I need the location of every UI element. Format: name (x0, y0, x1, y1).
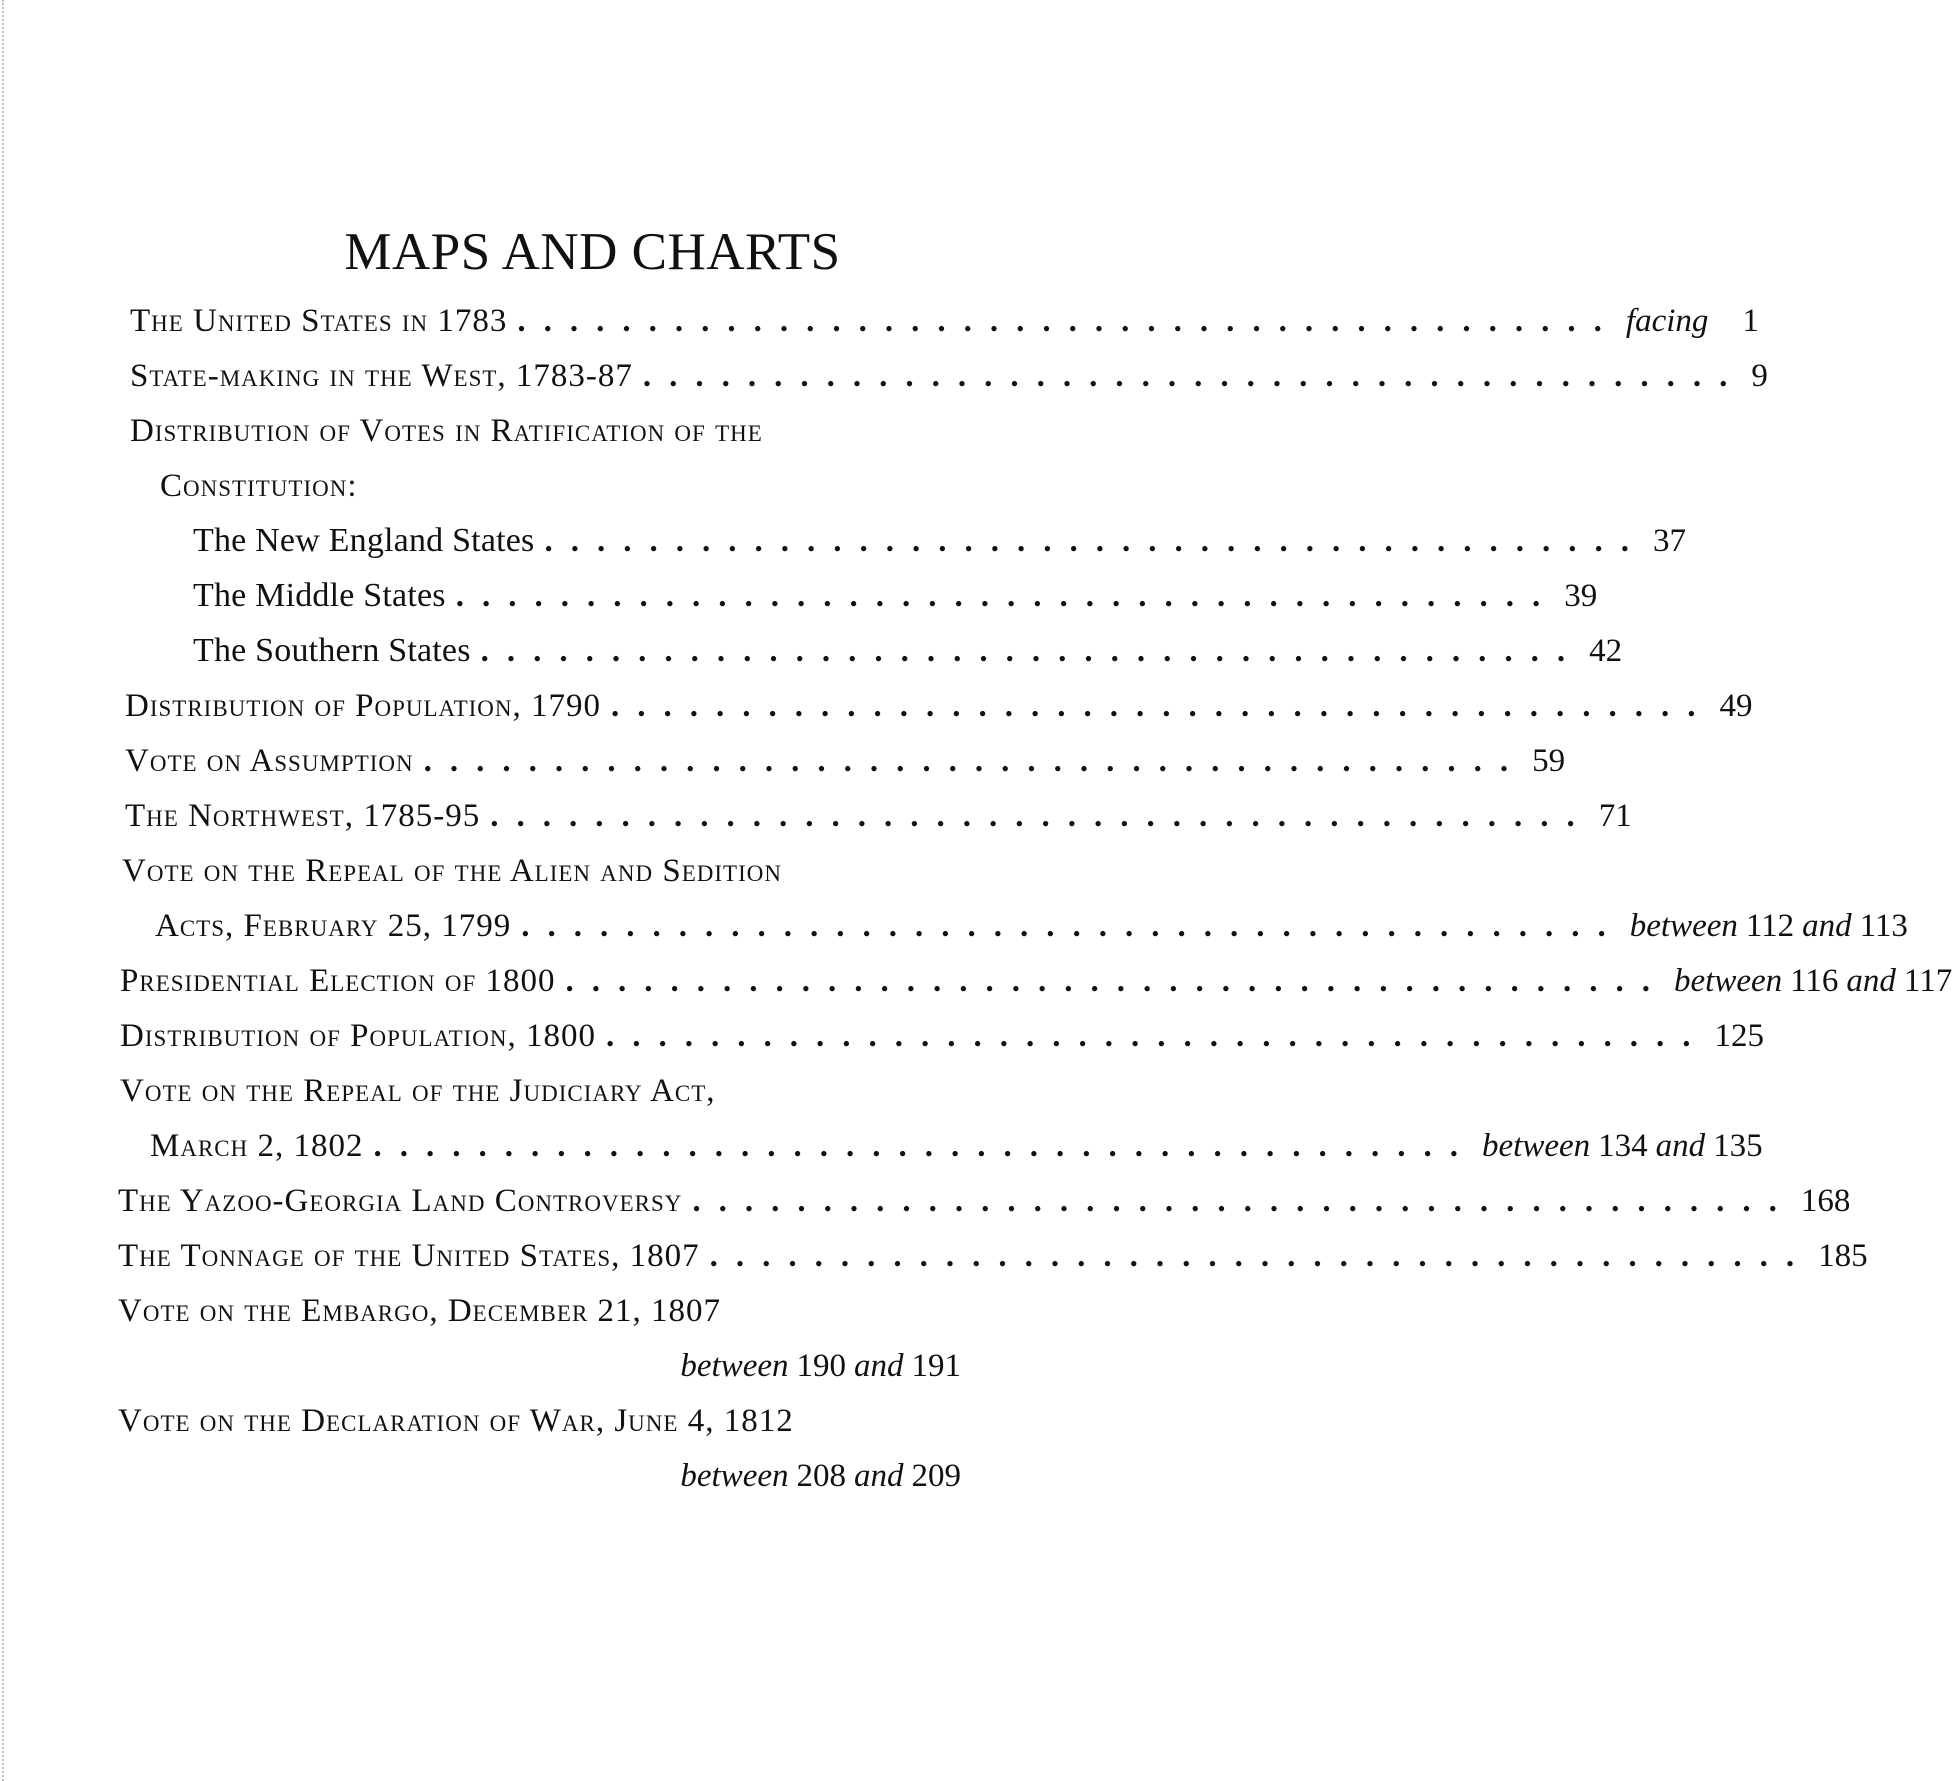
page-number-from: 116 (1790, 963, 1839, 999)
page-number: 49 (1719, 688, 1753, 724)
entry-label: The Tonnage of the United States, 1807 (118, 1238, 700, 1274)
page-number: 185 (1818, 1238, 1868, 1274)
list-item-page-range (118, 1338, 961, 1394)
list-item (125, 678, 1753, 734)
and-label: and (854, 1348, 904, 1384)
list-item-page-range (118, 1448, 961, 1504)
page-number-from: 190 (796, 1348, 846, 1384)
entry-label: Vote on the Declaration of War, June 4, 1812 (118, 1403, 794, 1439)
page-title: MAPS AND CHARTS (344, 223, 841, 281)
list-item (118, 1173, 1851, 1229)
list-item (120, 1008, 1765, 1064)
list-item (118, 1393, 963, 1449)
entry-label: Vote on Assumption (125, 743, 414, 779)
page-number: 71 (1598, 798, 1632, 834)
list-item (193, 623, 1623, 679)
list-item-continuation (155, 898, 1908, 954)
page-number-to: 113 (1859, 908, 1908, 944)
entry-label: The Southern States (193, 632, 471, 669)
leader-dots: .......................................... (455, 578, 1559, 614)
between-label: between (1674, 963, 1783, 999)
between-label: between (1629, 908, 1738, 944)
list-item (130, 403, 975, 459)
page-number: 1 (1742, 303, 1759, 339)
leader-dots: .......................................... (544, 523, 1647, 559)
page-number: 168 (1800, 1183, 1851, 1219)
and-label: and (1655, 1128, 1706, 1164)
leader-dots: .......................................... (521, 908, 1624, 944)
list-item (130, 293, 1759, 349)
entry-label: Distribution of Votes in Ratification of the (130, 413, 763, 449)
entry-label: The Northwest, 1785-95 (125, 798, 481, 834)
list-item (125, 733, 1566, 789)
list-item (120, 1063, 965, 1119)
and-label: and (854, 1458, 904, 1494)
entry-label: Vote on the Repeal of the Judiciary Act, (120, 1073, 716, 1109)
entry-label-continuation: Constitution: (160, 468, 358, 504)
page-number-to: 135 (1713, 1128, 1763, 1164)
entry-label: Presidential Election of 1800 (120, 963, 556, 999)
leader-dots: .......................................... (517, 303, 1620, 339)
leader-dots: .......................................... (692, 1183, 1795, 1219)
page-number: 42 (1589, 633, 1623, 669)
page-number-to: 191 (911, 1348, 961, 1384)
list-item (118, 1228, 1868, 1284)
and-label: and (1802, 908, 1852, 944)
leader-dots: .......................................... (642, 358, 1746, 394)
entry-label: The New England States (193, 522, 535, 559)
list-item-continuation (160, 458, 975, 514)
page-number: 9 (1751, 358, 1768, 394)
leader-dots: .......................................... (606, 1018, 1709, 1054)
list-item (125, 788, 1632, 844)
page-number-from: 134 (1598, 1128, 1648, 1164)
leader-dots: .......................................... (565, 963, 1669, 999)
leader-dots: .......................................... (480, 633, 1584, 669)
entry-label: The Middle States (193, 577, 446, 614)
leader-dots: .......................................... (423, 743, 1527, 779)
between-label: between (680, 1348, 789, 1384)
page-number: 37 (1652, 523, 1686, 559)
leader-dots: .......................................... (373, 1128, 1476, 1164)
leader-dots: .......................................... (709, 1238, 1813, 1274)
list-item (122, 843, 967, 899)
list-item-continuation (150, 1118, 1763, 1174)
page-number-to: 117 (1903, 963, 1952, 999)
entry-label-continuation: March 2, 1802 (150, 1128, 364, 1164)
entry-label: Vote on the Embargo, December 21, 1807 (118, 1293, 722, 1329)
leader-dots: .......................................... (490, 798, 1593, 834)
between-label: between (680, 1458, 789, 1494)
entry-label-continuation: Acts, February 25, 1799 (155, 908, 512, 944)
entry-label: Distribution of Population, 1800 (120, 1018, 597, 1054)
page-number: 59 (1532, 743, 1566, 779)
list-item (193, 513, 1686, 569)
page-number: 125 (1714, 1018, 1765, 1054)
page-number-from: 112 (1745, 908, 1795, 944)
entry-label: The Yazoo-Georgia Land Controversy (118, 1183, 683, 1219)
between-label: between (1482, 1128, 1591, 1164)
entry-label: State-making in the West, 1783-87 (130, 358, 633, 394)
entry-label: Vote on the Repeal of the Alien and Sedition (122, 853, 782, 889)
page-number: 39 (1564, 578, 1598, 614)
leader-dots: .......................................... (611, 688, 1714, 724)
list-item (193, 568, 1598, 624)
page-number-to: 209 (911, 1458, 961, 1494)
list-item (118, 1283, 963, 1339)
and-label: and (1846, 963, 1896, 999)
list-item (120, 953, 1952, 1009)
page-number-from: 208 (796, 1458, 846, 1494)
list-item (130, 348, 1768, 404)
entry-label: Distribution of Population, 1790 (125, 688, 602, 724)
facing-label: facing (1625, 303, 1709, 339)
entry-label: The United States in 1783 (130, 303, 508, 339)
